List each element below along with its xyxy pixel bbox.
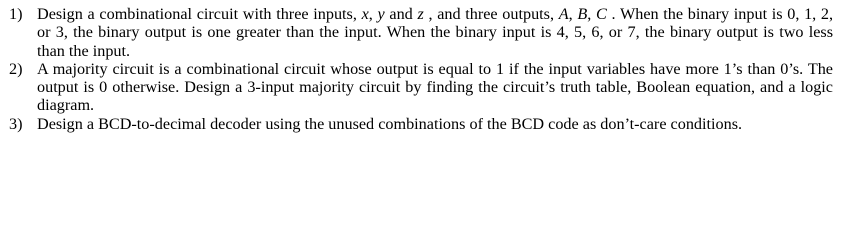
problem-list [0,5,849,133]
problem-number: 1) [9,5,23,23]
text-run: . When the binary input is 0, 1, 2, or 3, the binary output is one greater than the input. When the binary input is 4, 5, 6, or 7, the binary output is two less than the input. [37,5,834,60]
math-variable: C [596,5,607,23]
problem-text [37,115,742,133]
math-variable: x [361,5,369,23]
problem-item [0,5,849,60]
text-run: , [568,5,578,23]
math-variable: A [558,5,569,23]
text-run: , [587,5,596,23]
problem-text [37,60,833,115]
text-run: , [368,5,378,23]
math-variable: B [577,5,588,23]
math-variable: y [377,5,385,23]
problem-item [0,115,849,133]
text-run: and [384,5,418,23]
math-variable: z [417,5,424,23]
text-run: Design a BCD-to-decimal decoder using the unused combinations of the BCD code as don’t-care conditions. [37,114,743,133]
text-run: Design a combinational circuit with three inputs, [37,5,362,23]
problem-number: 2) [9,59,23,78]
problem-number: 3) [9,114,23,133]
problem-item [0,60,849,115]
text-run: A majority circuit is a combinational circuit whose output is equal to 1 if the input variables have more 1’s than 0’s. The output is 0 otherwise. Design a 3-input majority circuit by finding the circuit’s truth table, Boolean equation, and a logic diagram. [37,59,833,115]
text-run: , and three outputs, [423,5,559,23]
problem-text [37,5,833,60]
